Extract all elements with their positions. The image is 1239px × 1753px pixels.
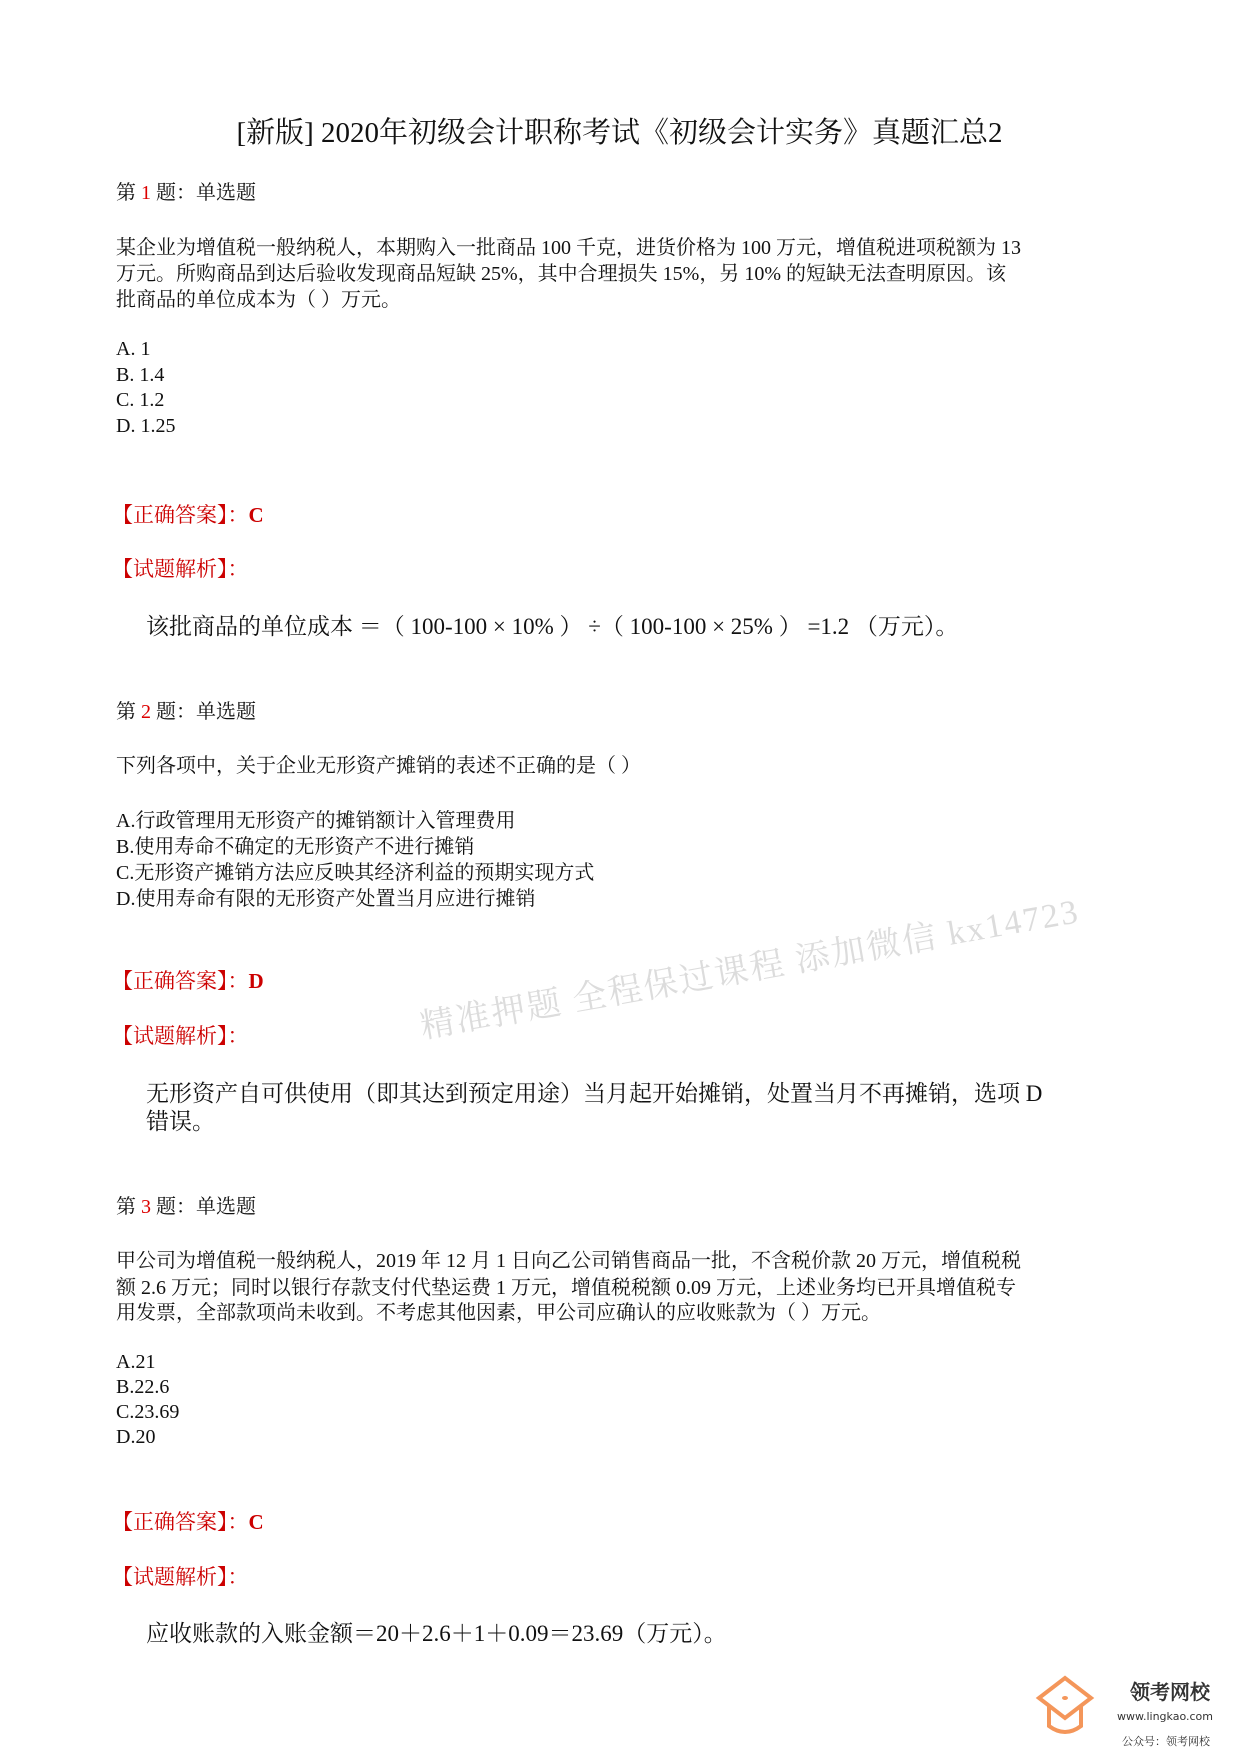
option-d: D.20 <box>116 1426 156 1448</box>
answer-value: D <box>248 969 264 993</box>
question-type: 题：单选题 <box>151 182 256 204</box>
question-number: 3 <box>141 1196 151 1218</box>
explanation-line: 错误。 <box>146 1109 215 1134</box>
analysis-label: 【试题解析】： <box>112 1024 249 1048</box>
explanation-line: 该批商品的单位成本 ＝（ 100-100 × 10% ） ÷（ 100-100 × 25% ） =1.2 （万元）。 <box>146 614 959 639</box>
option-a: A. 1 <box>116 338 151 360</box>
question-number: 1 <box>141 182 151 204</box>
correct-answer <box>112 499 264 529</box>
question-text-line: 额 2.6 万元；同时以银行存款支付代垫运费 1 万元，增值税税额 0.09 万元，上述业务均已开具增值税专 <box>116 1277 1016 1299</box>
logo-name: 领考网校 <box>1130 1680 1210 1704</box>
question-prefix: 第 <box>116 1196 141 1218</box>
logo-url: www.lingkao.com <box>1117 1710 1213 1723</box>
analysis-label: 【试题解析】： <box>112 557 249 581</box>
answer-value: C <box>248 503 264 527</box>
question-text-line: 批商品的单位成本为（ ）万元。 <box>116 289 401 311</box>
option-d: D. 1.25 <box>116 415 176 437</box>
question-text-line: 某企业为增值税一般纳税人，本期购入一批商品 100 千克，进货价格为 100 万元，增值税进项税额为 13 <box>116 237 1021 259</box>
option-a: A.21 <box>116 1351 156 1373</box>
question-text-line: 甲公司为增值税一般纳税人，2019 年 12 月 1 日向乙公司销售商品一批，不含税价款 20 万元，增值税税 <box>116 1250 1021 1272</box>
question-text-line: 下列各项中，关于企业无形资产摊销的表述不正确的是（ ） <box>116 755 641 777</box>
question-number: 2 <box>141 701 151 723</box>
option-c: C.23.69 <box>116 1401 180 1423</box>
option-d: D.使用寿命有限的无形资产处置当月应进行摊销 <box>116 888 536 910</box>
option-b: B.使用寿命不确定的无形资产不进行摊销 <box>116 836 475 858</box>
option-a: A.行政管理用无形资产的摊销额计入管理费用 <box>116 810 516 832</box>
explanation-line: 无形资产自可供使用（即其达到预定用途）当月起开始摊销，处置当月不再摊销，选项 D <box>146 1081 1043 1106</box>
answer-value: C <box>248 1510 264 1534</box>
analysis-label: 【试题解析】： <box>112 1565 249 1589</box>
question-text-line: 万元。所购商品到达后验收发现商品短缺 25%，其中合理损失 15%，另 10% 的短缺无法查明原因。该 <box>116 263 1006 285</box>
option-c: C.无形资产摊销方法应反映其经济利益的预期实现方式 <box>116 862 595 884</box>
question-header <box>116 695 256 724</box>
question-type: 题：单选题 <box>151 701 256 723</box>
option-c: C. 1.2 <box>116 389 165 411</box>
correct-answer <box>112 965 264 995</box>
logo-wechat: 公众号：领考网校 <box>1122 1735 1210 1748</box>
correct-answer <box>112 1506 264 1536</box>
answer-label: 【正确答案】： <box>112 1510 249 1534</box>
question-header <box>116 1190 256 1219</box>
option-b: B.22.6 <box>116 1376 170 1398</box>
explanation-line: 应收账款的入账金额＝20＋2.6＋1＋0.09＝23.69（万元）。 <box>146 1621 727 1646</box>
page-title: [新版] 2020年初级会计职称考试《初级会计实务》真题汇总2 <box>236 117 1003 149</box>
answer-label: 【正确答案】： <box>112 503 249 527</box>
question-text-line: 用发票，全部款项尚未收到。不考虑其他因素，甲公司应确认的应收账款为（ ）万元。 <box>116 1302 881 1324</box>
option-b: B. 1.4 <box>116 364 165 386</box>
question-header <box>116 176 256 205</box>
answer-label: 【正确答案】： <box>112 969 249 993</box>
watermark: 精准押题 全程保过课程 添加微信 kx14723 <box>417 893 1083 1046</box>
question-prefix: 第 <box>116 182 141 204</box>
question-prefix: 第 <box>116 701 141 723</box>
question-type: 题：单选题 <box>151 1196 256 1218</box>
